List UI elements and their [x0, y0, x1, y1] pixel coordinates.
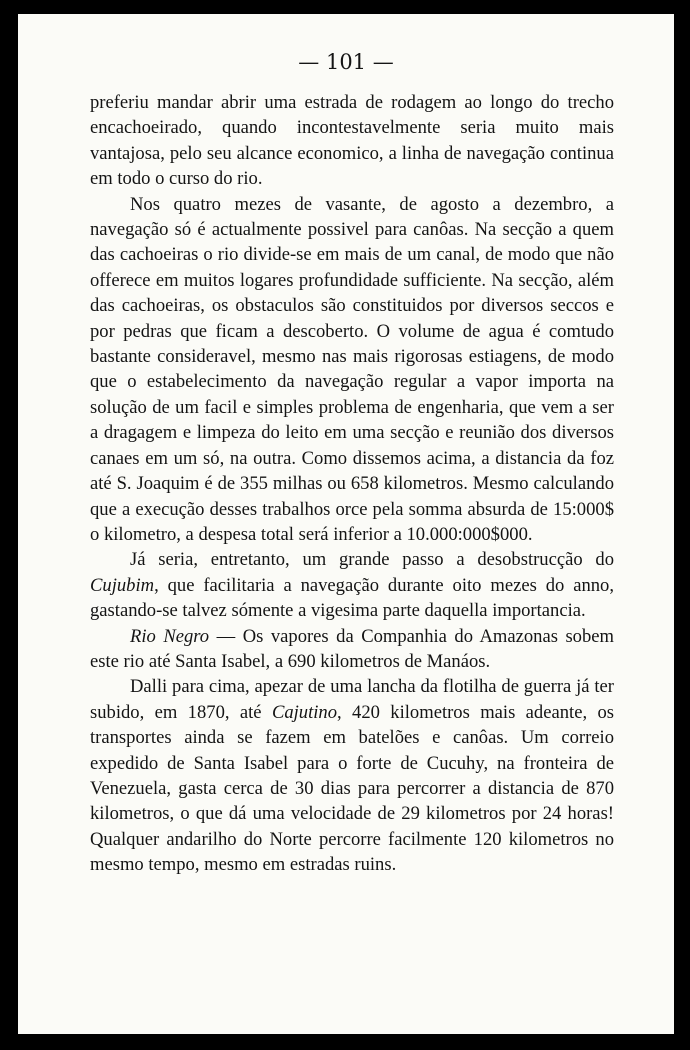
italic-text: Cujubim: [90, 574, 155, 596]
text-run: preferiu mandar abrir uma estrada de rodagem ao longo do trecho encachoeirado, quando incontestavelmente seria muito mais vantajosa, pelo seu alcance economico, a linha de navegação continua em todo o curso do rio.: [90, 92, 614, 190]
text-run: — Os vapores da Companhia do Amazonas sobem este rio até Santa Isabel, a 690 kilometros de Manáos.: [90, 625, 614, 672]
body-text: [90, 90, 614, 878]
text-run: Já seria, entretanto, um grande passo a desobstrucção do: [130, 549, 614, 571]
paragraph: [90, 547, 614, 623]
paragraph: [90, 674, 614, 877]
italic-text: Cajutino: [271, 701, 338, 723]
text-run: , 420 kilometros mais adeante, os transportes ainda se fazem em batelões e canôas. Um correio expedido de Santa Isabel para o forte de Cucuhy, na fronteira de Venezuela, gasta cerca de 30 dias para percorrer a distancia de 870 kilometros, o que dá uma velocidade de 29 kilometros por 24 horas! Qualquer andarilho do Norte percorre facilmente 120 kilometros no mesmo tempo, mesmo em estradas ruins.: [90, 701, 614, 876]
page-number: — 101 —: [298, 50, 394, 74]
paragraph: [90, 192, 614, 548]
paragraph: [90, 624, 614, 675]
paragraph: [90, 90, 614, 192]
text-run: Dalli para cima, apezar de uma lancha da flotilha de guerra já ter subido, em 1870, até: [90, 676, 614, 723]
text-run: Nos quatro mezes de vasante, de agosto a dezembro, a navegação só é actualmente possivel para canôas. Na secção a quem das cachoeiras o rio divide-se em mais de um canal, de modo que não offerece em muitos logares profundidade sufficiente. Na secção, além das cachoeiras, os obstaculos são constituidos por diversos seccos e por pedras que ficam a descoberto. O volume de agua é comtudo bastante consideravel, mesmo nas mais rigorosas estiagens, de modo que o estabelecimento da navegação regular a vapor importa na solução de um facil e simples problema de engenharia, que vem a ser a dragagem e limpeza do leito em uma secção e reunião dos diversos canaes em um só, na outra. Como dissemos acima, a distancia da foz até S. Joaquim é de 355 milhas ou 658 kilometros. Mesmo calculando que a execução desses trabalhos orce pela somma absurda de 15:000$ o kilometro, a despesa total será inferior a 10.000:000$000.: [90, 193, 614, 545]
book-page: [18, 14, 674, 1034]
italic-text: Rio Negro: [130, 625, 210, 647]
text-run: , que facilitaria a navegação durante oito mezes do anno, gastando-se talvez sómente a vigesima parte daquella importancia.: [90, 574, 614, 622]
